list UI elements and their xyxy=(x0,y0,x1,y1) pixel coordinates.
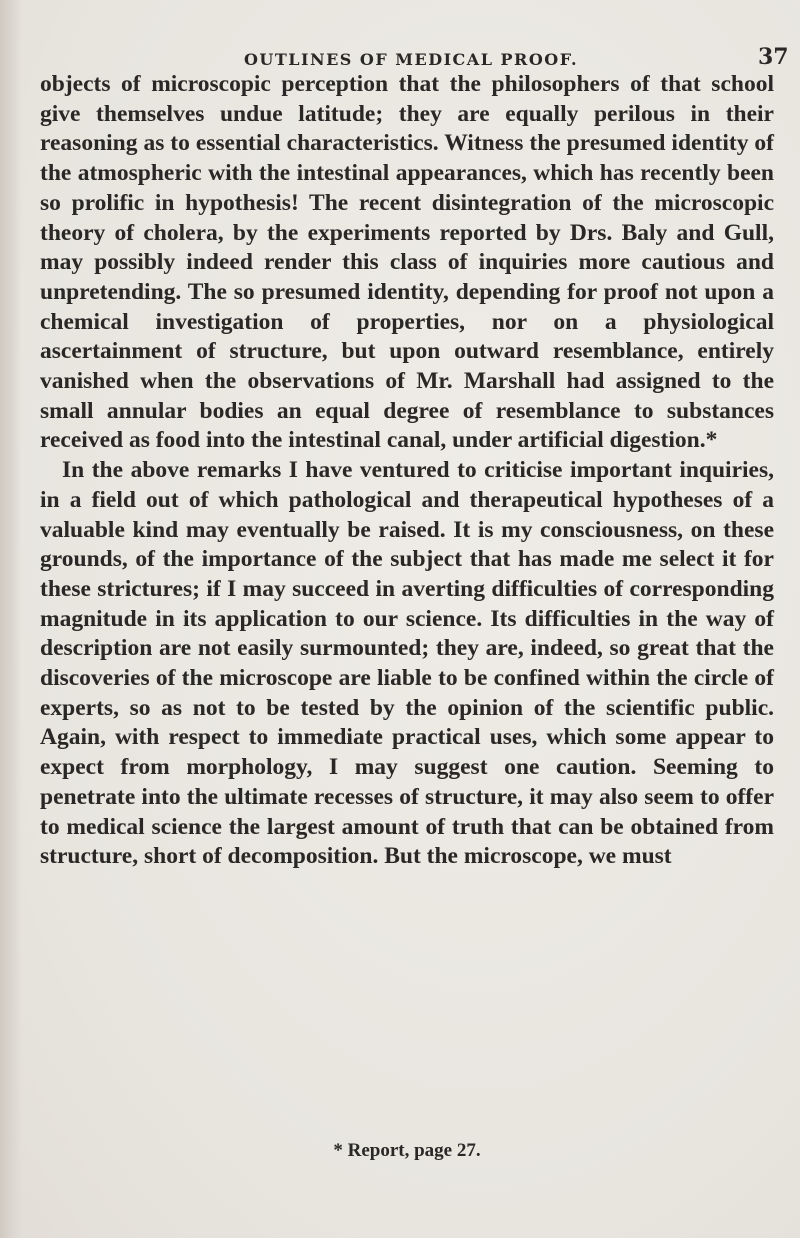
page-gutter-shadow xyxy=(0,0,22,1238)
paragraph-2: In the above remarks I have ventured to criticise important inquiries, in a field out of which pathological and therapeutical hypotheses of a valuable kind may eventually be raised. It is my consciousness, on these grounds, of the importance of the subject that has made me select it for these strictures; if I may succeed in averting difficulties of corresponding magnitude in its application to our science. Its difficulties in the way of description are not easily surmounted; they are, indeed, so great that the discoveries of the microscope are liable to be confined within the circle of experts, so as not to be tested by the opinion of the scientific public. Again, with respect to immediate practical uses, which some appear to expect from morphology, I may suggest one caution. Seeming to penetrate into the ultimate recesses of structure, it may also seem to offer to medical science the largest amount of truth that can be obtained from structure, short of decomposition. But the microscope, we must xyxy=(40,457,774,870)
running-header: OUTLINES OF MEDICAL PROOF. xyxy=(243,50,579,69)
footnote: * Report, page 27. xyxy=(333,1140,481,1161)
page-number: 37 xyxy=(758,44,789,70)
body-text xyxy=(40,70,774,872)
paragraph-1: objects of microscopic perception that the philosophers of that school give themselves undue latitude; they are equally perilous in their reasoning as to essential characteristics. Witness the presumed identity of the atmospheric with the intestinal appearances, which has recently been so prolific in hypothesis! The recent disintegration of the microscopic theory of cholera, by the experiments reported by Drs. Baly and Gull, may possibly indeed render this class of inquiries more cautious and unpretending. The so presumed identity, depending for proof not upon a chemical investigation of properties, nor on a physiological ascertainment of structure, but upon outward resemblance, entirely vanished when the observations of Mr. Marshall had assigned to the small annular bodies an equal degree of resemblance to substances received as food into the intestinal canal, under artificial digestion.* xyxy=(40,71,774,454)
